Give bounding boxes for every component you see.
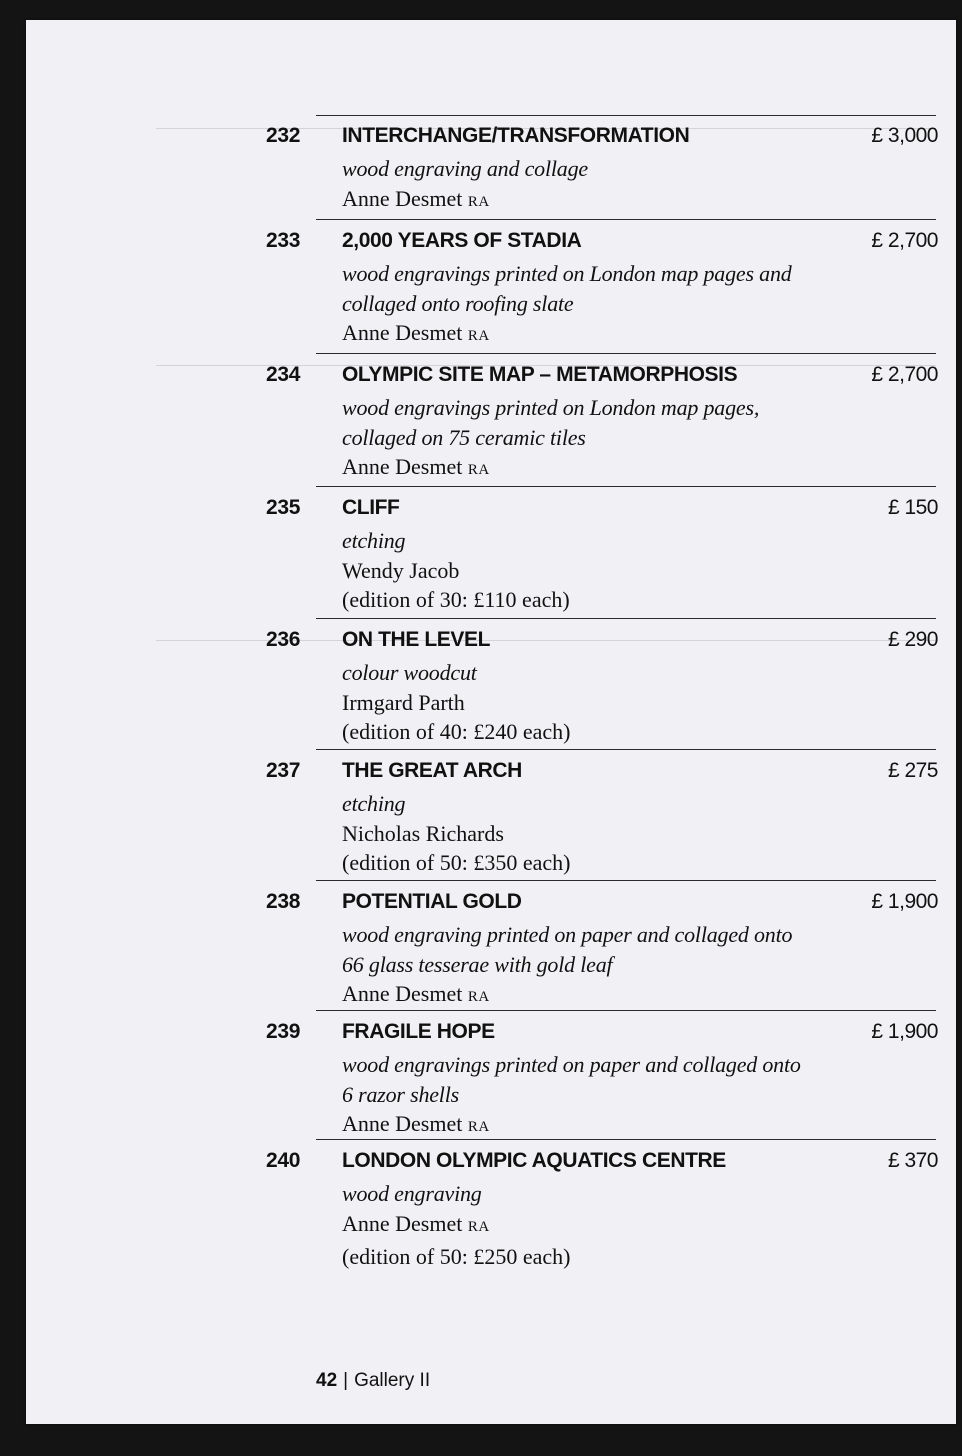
- entry-price: £ 370: [887, 1149, 938, 1172]
- entry-title: OLYMPIC SITE MAP – METAMORPHOSIS: [342, 363, 738, 386]
- entry-artist: Wendy Jacob: [342, 557, 460, 583]
- entry-title: FRAGILE HOPE: [342, 1020, 495, 1043]
- entry-divider: [316, 1010, 936, 1011]
- entry-number: 233: [266, 229, 301, 252]
- entry-edition: (edition of 40: £240 each): [342, 719, 571, 744]
- entry-title: LONDON OLYMPIC AQUATICS CENTRE: [342, 1149, 726, 1172]
- entry-divider: [316, 115, 936, 116]
- entry-medium: wood engravings printed on paper and collaged onto: [342, 1052, 801, 1077]
- entry-divider: [316, 880, 936, 881]
- entry-medium: wood engraving and collage: [342, 156, 588, 181]
- page-footer: [316, 1370, 430, 1392]
- entry-artist: Anne Desmet RA: [342, 185, 490, 211]
- entry-title: INTERCHANGE/TRANSFORMATION: [342, 124, 690, 147]
- entry-artist: Anne Desmet RA: [342, 1210, 490, 1236]
- catalogue-page: [26, 20, 956, 1424]
- entry-title: ON THE LEVEL: [342, 628, 491, 651]
- entry-medium: collaged onto roofing slate: [342, 290, 574, 316]
- entry-edition: (edition of 50: £350 each): [342, 850, 571, 875]
- entry-divider: [316, 353, 936, 354]
- entry-number: 236: [266, 628, 301, 651]
- entry-title: 2,000 YEARS OF STADIA: [342, 229, 582, 252]
- entry-medium: wood engravings printed on London map pages and: [342, 261, 792, 286]
- entry-edition: (edition of 30: £110 each): [342, 587, 570, 612]
- entry-artist: Irmgard Parth: [342, 689, 465, 715]
- page-number: 42: [316, 1370, 338, 1391]
- entry-medium: colour woodcut: [342, 660, 477, 685]
- entry-price: £ 1,900: [871, 890, 938, 913]
- entry-price: £ 3,000: [871, 124, 938, 147]
- entry-divider: [316, 618, 936, 619]
- entry-artist: Anne Desmet RA: [342, 1111, 490, 1136]
- entry-medium: wood engravings printed on London map pages,: [342, 395, 760, 420]
- entry-medium: wood engraving printed on paper and collaged onto: [342, 922, 793, 947]
- entry-number: 232: [266, 124, 301, 147]
- entry-divider: [316, 219, 936, 220]
- entry-divider: [316, 749, 936, 750]
- entry-price: £ 2,700: [871, 229, 938, 252]
- entry-medium: wood engraving: [342, 1181, 482, 1206]
- entry-medium: etching: [342, 528, 406, 553]
- entry-price: £ 2,700: [871, 363, 938, 386]
- entry-number: 239: [266, 1020, 301, 1043]
- entry-medium: etching: [342, 791, 406, 816]
- entry-number: 240: [266, 1149, 301, 1172]
- entry-edition: (edition of 50: £250 each): [342, 1244, 571, 1269]
- entry-artist: Nicholas Richards: [342, 820, 504, 846]
- entry-medium: 6 razor shells: [342, 1081, 459, 1107]
- entry-price: £ 150: [887, 496, 938, 519]
- entry-number: 235: [266, 496, 301, 519]
- entry-artist: Anne Desmet RA: [342, 981, 490, 1006]
- entry-number: 238: [266, 890, 301, 913]
- entry-artist: Anne Desmet RA: [342, 454, 490, 479]
- entry-artist: Anne Desmet RA: [342, 320, 490, 345]
- entry-divider: [316, 1139, 936, 1140]
- footer-separator: |: [343, 1370, 349, 1391]
- entry-divider: [316, 486, 936, 487]
- gallery-name: Gallery II: [354, 1370, 431, 1391]
- entry-title: CLIFF: [342, 496, 400, 519]
- entry-medium: collaged on 75 ceramic tiles: [342, 424, 586, 450]
- entry-number: 237: [266, 759, 301, 782]
- entry-medium: 66 glass tesserae with gold leaf: [342, 951, 613, 977]
- entry-title: POTENTIAL GOLD: [342, 890, 522, 913]
- entry-price: £ 275: [887, 759, 938, 782]
- entry-number: 234: [266, 363, 301, 386]
- entry-price: £ 290: [887, 628, 938, 651]
- entry-title: THE GREAT ARCH: [342, 759, 522, 782]
- entry-price: £ 1,900: [871, 1020, 938, 1043]
